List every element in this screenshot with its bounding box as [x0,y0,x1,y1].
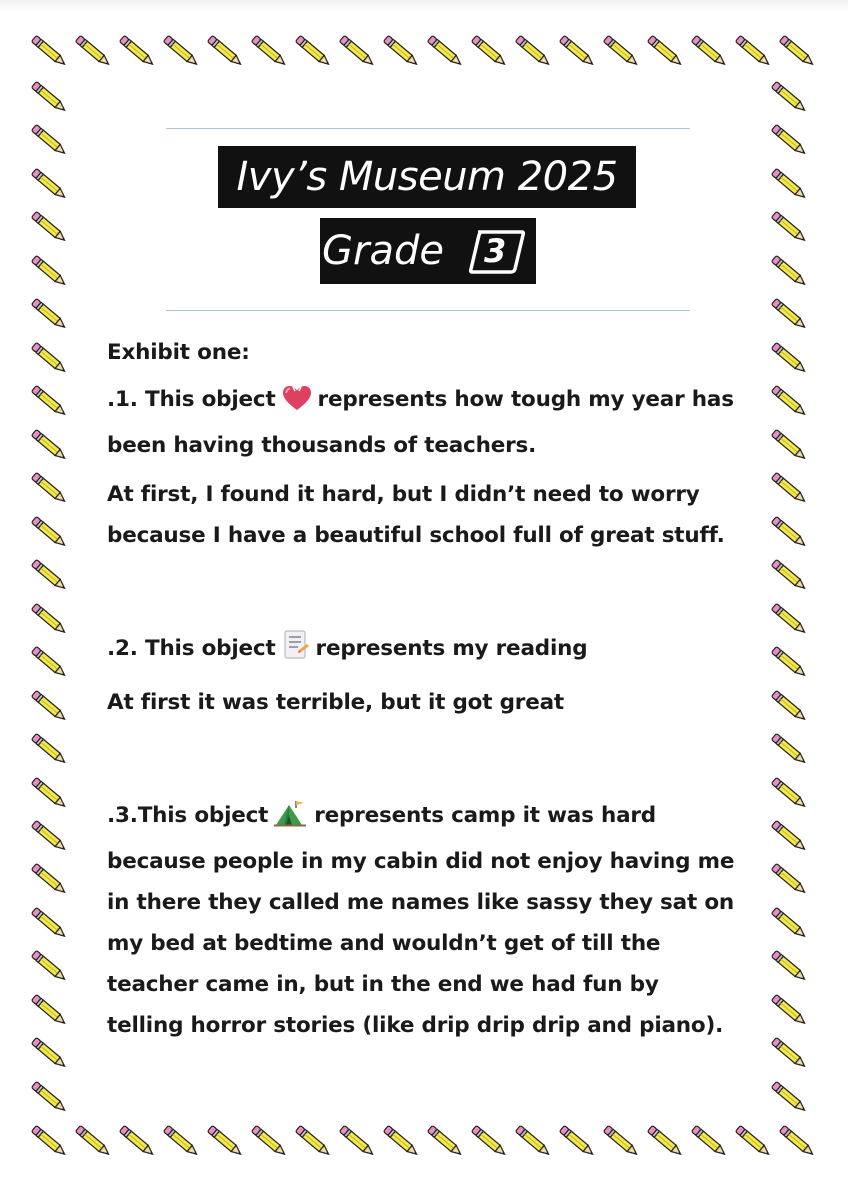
pencil-icon [28,469,72,509]
pencil-border-bottom [28,1122,820,1166]
pencil-icon [28,339,72,379]
exhibit-content [107,332,757,1046]
pencil-icon [688,1122,732,1162]
pencil-icon [768,469,812,509]
pencil-icon [732,32,776,72]
pencil-icon [160,32,204,72]
tent-icon [274,799,308,841]
pencil-icon [292,32,336,72]
document-icon [282,630,310,674]
item-1-para2-line: At first, I found it hard, but I didn’t need to worry [107,482,700,507]
pencil-icon [688,32,732,72]
pencil-icon [380,32,424,72]
item-3-line: in there they called me names like sassy they sat on [107,890,734,915]
pencil-icon [732,1122,776,1162]
item-2-prefix: .2. This object [107,636,276,661]
pencil-icon [776,32,820,72]
pencil-icon [768,817,812,857]
pencil-icon [512,1122,556,1162]
pencil-icon [28,556,72,596]
pencil-icon [204,32,248,72]
pencil-icon [248,1122,292,1162]
pencil-icon [468,32,512,72]
item-1-first-line [107,379,757,425]
pencil-icon [28,643,72,683]
pencil-icon [644,1122,688,1162]
pencil-icon [768,1078,812,1118]
pencil-icon [768,643,812,683]
pencil-icon [28,382,72,422]
pencil-icon [28,817,72,857]
pencil-icon [204,1122,248,1162]
pencil-border-right [768,78,820,1118]
heart-icon [282,384,312,425]
item-1-para2-line: because I have a beautiful school full of great stuff. [107,523,725,548]
pencil-icon [28,1034,72,1074]
pencil-icon [28,1122,72,1162]
pencil-icon [72,1122,116,1162]
item-1-first-text: represents how tough my year has [317,387,734,412]
exhibit-item-3 [107,795,757,1046]
pencil-icon [768,860,812,900]
pencil-icon [28,600,72,640]
pencil-icon [28,991,72,1031]
grade-label: Grade [322,228,444,274]
pencil-icon [768,208,812,248]
pencil-icon [28,32,72,72]
pencil-icon [644,32,688,72]
pencil-icon [768,774,812,814]
pencil-icon [28,295,72,335]
pencil-icon [28,774,72,814]
pencil-icon [28,904,72,944]
pencil-icon [292,1122,336,1162]
pencil-icon [768,556,812,596]
item-2-first-line [107,628,757,674]
pencil-icon [248,32,292,72]
pencil-icon [424,1122,468,1162]
item-1-prefix: .1. This object [107,387,276,412]
pencil-icon [600,32,644,72]
pencil-icon [768,121,812,161]
exhibit-item-2 [107,628,757,723]
pencil-icon [768,426,812,466]
item-3-line: teacher came in, but in the end we had fun by [107,972,659,997]
pencil-icon [776,1122,820,1162]
pencil-icon [556,32,600,72]
pencil-icon [768,78,812,118]
item-3-first-line [107,795,757,841]
pencil-icon [768,252,812,292]
item-3-prefix: .3.This object [107,803,269,828]
pencil-icon [28,947,72,987]
pencil-icon [116,1122,160,1162]
pencil-icon [768,339,812,379]
item-2-para2-line: At first it was terrible, but it got great [107,690,564,715]
exhibit-item-1 [107,379,757,556]
item-3-line: because people in my cabin did not enjoy having me [107,849,735,874]
pencil-icon [28,121,72,161]
pencil-icon [28,860,72,900]
page-title: Ivy’s Museum 2025 [218,146,636,208]
pencil-border-top [28,32,820,76]
item-3-line: telling horror stories (like drip drip drip and piano). [107,1013,724,1038]
pencil-icon [28,687,72,727]
pencil-icon [768,687,812,727]
pencil-icon [768,165,812,205]
grade-banner [320,218,536,284]
pencil-icon [28,208,72,248]
pencil-icon [28,1078,72,1118]
pencil-icon [72,32,116,72]
item-3-line: my bed at bedtime and wouldn’t get of till the [107,931,661,956]
pencil-icon [768,1034,812,1074]
pencil-icon [600,1122,644,1162]
pencil-border-left [28,78,80,1118]
pencil-icon [28,513,72,553]
pencil-icon [116,32,160,72]
pencil-icon [768,991,812,1031]
pencil-icon [28,165,72,205]
pencil-icon [768,947,812,987]
pencil-icon [768,513,812,553]
item-3-first-text: represents camp it was hard [314,803,656,828]
exhibit-heading: Exhibit one: [107,340,250,365]
pencil-icon [28,730,72,770]
pencil-icon [512,32,556,72]
bottom-divider [166,310,690,311]
pencil-icon [768,730,812,770]
top-divider [166,128,690,129]
pencil-icon [28,252,72,292]
item-2-first-text: represents my reading [315,636,588,661]
pencil-icon [424,32,468,72]
grade-number: 3 [484,232,507,270]
pencil-icon [556,1122,600,1162]
pencil-icon [768,295,812,335]
pencil-icon [28,78,72,118]
pencil-icon [380,1122,424,1162]
pencil-icon [28,426,72,466]
pencil-icon [768,382,812,422]
pencil-icon [768,600,812,640]
item-1-line: been having thousands of teachers. [107,433,537,458]
pencil-icon [468,1122,512,1162]
pencil-icon [336,1122,380,1162]
pencil-icon [160,1122,204,1162]
pencil-icon [336,32,380,72]
pencil-icon [768,904,812,944]
